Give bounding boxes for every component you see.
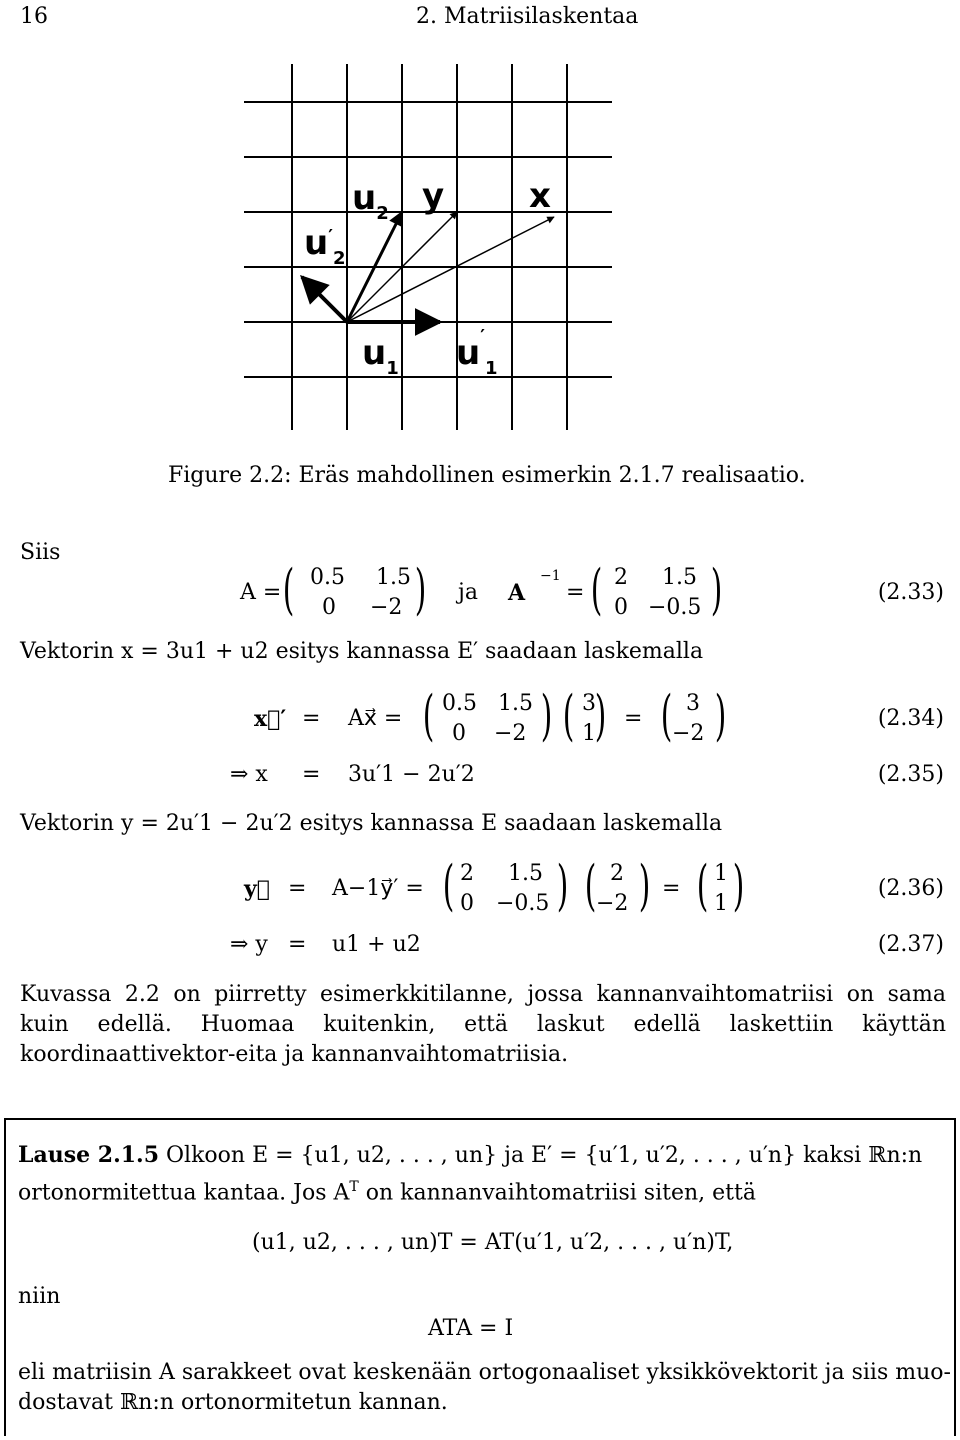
matrix-cell: 1.5 bbox=[508, 861, 543, 886]
eq33-number: (2.33) bbox=[877, 580, 944, 605]
matrix-cell: −2 bbox=[370, 595, 403, 620]
eq33-lhs: A = bbox=[240, 580, 282, 605]
eq34-number: (2.34) bbox=[877, 706, 944, 731]
theorem-title: Lause 2.1.5 bbox=[18, 1142, 160, 1168]
eq36-rhs1: A−1y⃗′ = bbox=[332, 876, 424, 901]
eq35-number: (2.35) bbox=[877, 762, 944, 787]
eq34-equals2: = bbox=[624, 706, 643, 731]
basis-vectors-figure bbox=[244, 64, 612, 430]
theorem-line4: dostavat ℝn:n ortonormitetun kannan. bbox=[18, 1390, 448, 1415]
theorem-eq2: ATA = I bbox=[428, 1316, 514, 1341]
matrix-cell: −2 bbox=[494, 721, 527, 746]
body-paragraph: Kuvassa 2.2 on piirretty esimerkkitilanne, jossa kannanvaihtomatriisi on sama kuin edellä. Huomaa kuitenkin, että laskut edellä laskettiin käyttän koordinaattivektor-eita ja kannanvaihtomatriisia. bbox=[20, 982, 946, 1067]
theorem-line1-text: Olkoon E = {u1, u2, . . . , un} ja E′ = {u′1, u′2, . . . , u′n} kaksi ℝn:n bbox=[166, 1143, 923, 1168]
label-u2prime: $u'_2$ bbox=[304, 223, 346, 269]
eq37-rhs: u1 + u2 bbox=[332, 932, 421, 957]
label-x: x bbox=[529, 176, 551, 216]
matrix-cell: −0.5 bbox=[496, 891, 550, 916]
vector-cell: 1 bbox=[714, 891, 728, 916]
eq37-lhs: ⇒ y bbox=[230, 932, 268, 957]
matrix-cell: 1.5 bbox=[498, 691, 533, 716]
eq35-equals: = bbox=[302, 762, 321, 787]
eq36-equals2: = bbox=[662, 876, 681, 901]
theorem-line2 bbox=[18, 1172, 756, 1208]
matrix-cell: 0 bbox=[614, 595, 628, 620]
line-vektorin-y: Vektorin y = 2u′1 − 2u′2 esitys kannassa E saadaan laskemalla bbox=[20, 811, 723, 836]
eq37-number: (2.37) bbox=[877, 932, 944, 957]
eq33-inverse: −1 bbox=[540, 568, 561, 584]
transpose-sup: T bbox=[349, 1179, 359, 1195]
eq33-lhs2: A bbox=[508, 580, 526, 606]
vector-cell: 2 bbox=[610, 861, 624, 886]
eq37-equals: = bbox=[288, 932, 307, 957]
theorem-line2-rest: on kannanvaihtomatriisi siten, että bbox=[358, 1180, 756, 1206]
theorem-eq1: (u1, u2, . . . , un)T = AT(u′1, u′2, . . . , u′n)T, bbox=[252, 1230, 734, 1255]
line-vektorin-x: Vektorin x = 3u1 + u2 esitys kannassa E′ saadaan laskemalla bbox=[20, 639, 704, 664]
matrix-cell: 0 bbox=[322, 595, 336, 620]
matrix-cell: 1.5 bbox=[662, 565, 697, 590]
label-y: y bbox=[422, 176, 445, 216]
figure-caption: Figure 2.2: Eräs mahdollinen esimerkin 2.1.7 realisaatio. bbox=[168, 463, 806, 488]
figure-background bbox=[244, 64, 612, 430]
theorem-line2-text: ortonormitettua kantaa. Jos A bbox=[18, 1180, 350, 1206]
chapter-title: 2. Matriisilaskentaa bbox=[416, 4, 639, 29]
matrix-cell: −0.5 bbox=[648, 595, 702, 620]
eq36-lhs: y⃗ bbox=[244, 876, 270, 902]
vector-cell: −2 bbox=[596, 891, 629, 916]
eq36-equals: = bbox=[288, 876, 307, 901]
matrix-cell: 0 bbox=[460, 891, 474, 916]
vector-cell: 1 bbox=[582, 721, 596, 746]
vector-cell: 1 bbox=[714, 861, 728, 886]
label-u2: $u_2$ bbox=[352, 178, 389, 224]
eq33-ja: ja bbox=[458, 580, 478, 605]
matrix-cell: 0.5 bbox=[310, 565, 345, 590]
matrix-cell: 0.5 bbox=[442, 691, 477, 716]
eq36-number: (2.36) bbox=[877, 876, 944, 901]
vector-cell: 3 bbox=[686, 691, 700, 716]
matrix-cell: 2 bbox=[460, 861, 474, 886]
siis-word: Siis bbox=[20, 540, 61, 565]
vector-cell: −2 bbox=[672, 721, 705, 746]
eq35-rhs: 3u′1 − 2u′2 bbox=[348, 762, 475, 787]
vector-cell: 3 bbox=[582, 691, 596, 716]
eq35-lhs: ⇒ x bbox=[230, 762, 268, 787]
eq34-rhs1: Ax⃗ = bbox=[348, 706, 403, 731]
label-u1: $u_1$ bbox=[362, 333, 399, 379]
eq34-equals: = bbox=[302, 706, 321, 731]
matrix-cell: 2 bbox=[614, 565, 628, 590]
theorem-line3: eli matriisin A sarakkeet ovat keskenään ortogonaaliset yksikkövektorit ja siis muo- bbox=[18, 1360, 951, 1385]
matrix-cell: 1.5 bbox=[376, 565, 411, 590]
page-number: 16 bbox=[20, 4, 48, 29]
theorem-niin: niin bbox=[18, 1284, 61, 1309]
eq33-equals: = bbox=[566, 580, 585, 605]
theorem-line1 bbox=[18, 1140, 922, 1171]
matrix-cell: 0 bbox=[452, 721, 466, 746]
label-u1prime: $u'_1$ bbox=[456, 326, 498, 379]
eq34-lhs: x⃗′ bbox=[254, 706, 287, 732]
